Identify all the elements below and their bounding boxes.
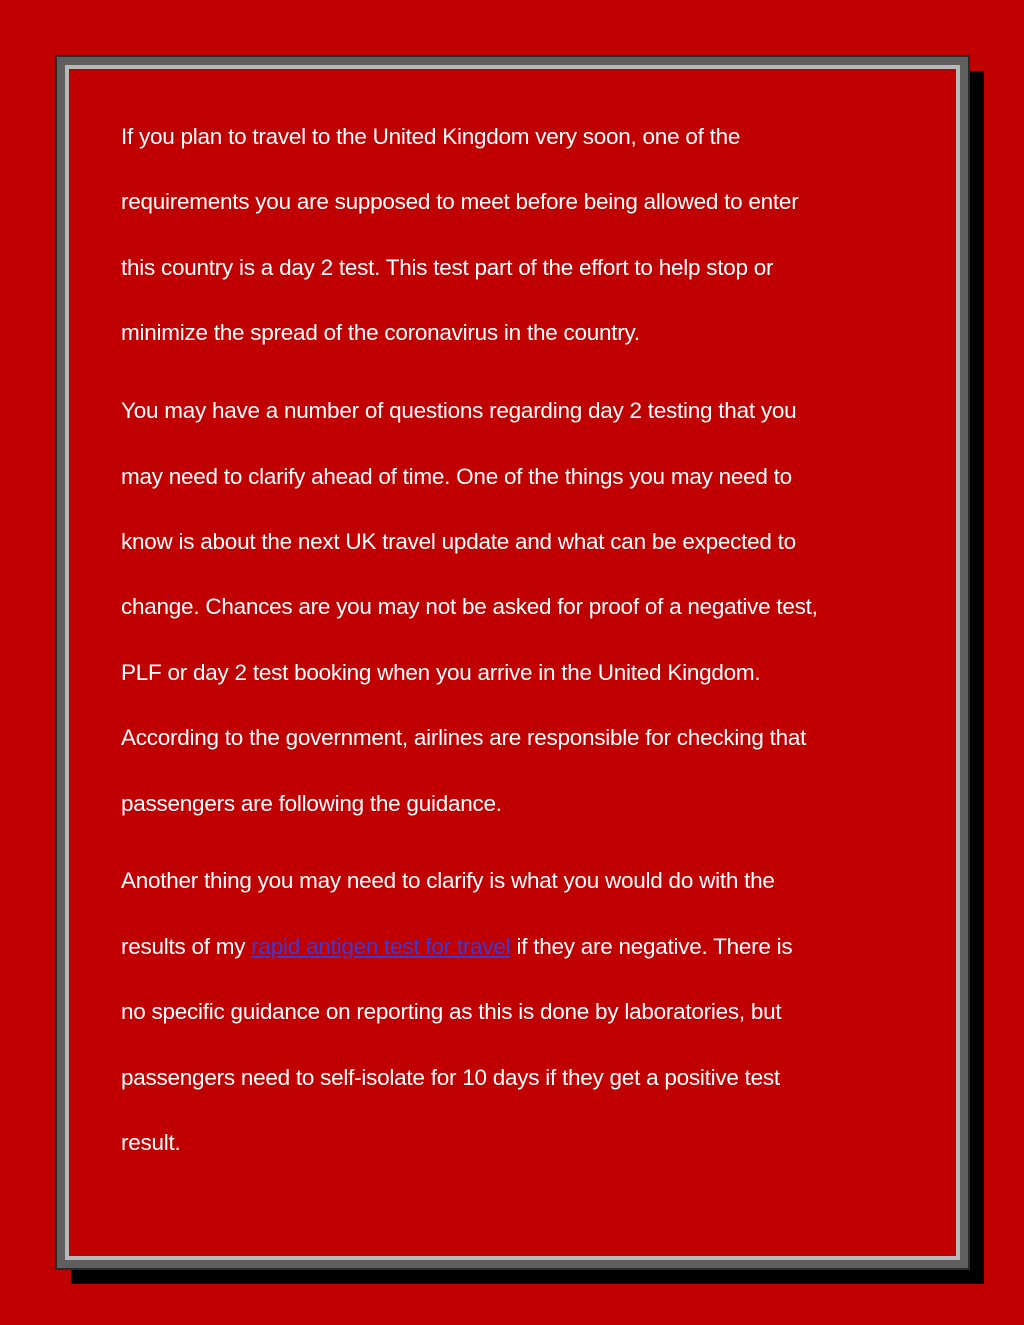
paragraph-line: passengers are following the guidance. (121, 790, 502, 816)
paragraph-line: passengers need to self-isolate for 10 days if they get a positive test (121, 1064, 780, 1090)
paragraph-1 (121, 104, 911, 366)
paragraph-line: According to the government, airlines are responsible for checking that (121, 725, 807, 751)
paragraph-line: know is about the next UK travel update and what can be expected to (121, 528, 796, 554)
paragraph-line: result. (121, 1130, 181, 1156)
paragraph-line: may need to clarify ahead of time. One of the things you may need to (121, 463, 792, 489)
paragraph-3 (121, 848, 911, 1175)
rapid-antigen-test-link[interactable]: rapid antigen test for travel (251, 933, 511, 959)
paragraph-line: change. Chances are you may not be asked for proof of a negative test, (121, 594, 818, 620)
paragraph-line: no specific guidance on reporting as this is done by laboratories, but (121, 999, 782, 1025)
paragraph-line-with-link (121, 914, 911, 979)
paragraph-line: Another thing you may need to clarify is what you would do with the (121, 868, 775, 894)
document-content (121, 104, 911, 1188)
paragraph-line: minimize the spread of the coronavirus in the country. (121, 320, 640, 346)
paragraph-line: this country is a day 2 test. This test part of the effort to help stop or (121, 254, 774, 280)
paragraph-line: PLF or day 2 test booking when you arrive in the United Kingdom. (121, 659, 761, 685)
line-text-before-link: results of my (121, 933, 252, 959)
paragraph-line: requirements you are supposed to meet before being allowed to enter (121, 189, 799, 215)
paragraph-line: If you plan to travel to the United Kingdom very soon, one of the (121, 124, 741, 149)
line-text-after-link: if they are negative. There is (510, 933, 793, 959)
paragraph-2 (121, 378, 911, 836)
paragraph-line: You may have a number of questions regarding day 2 testing that you (121, 398, 797, 424)
